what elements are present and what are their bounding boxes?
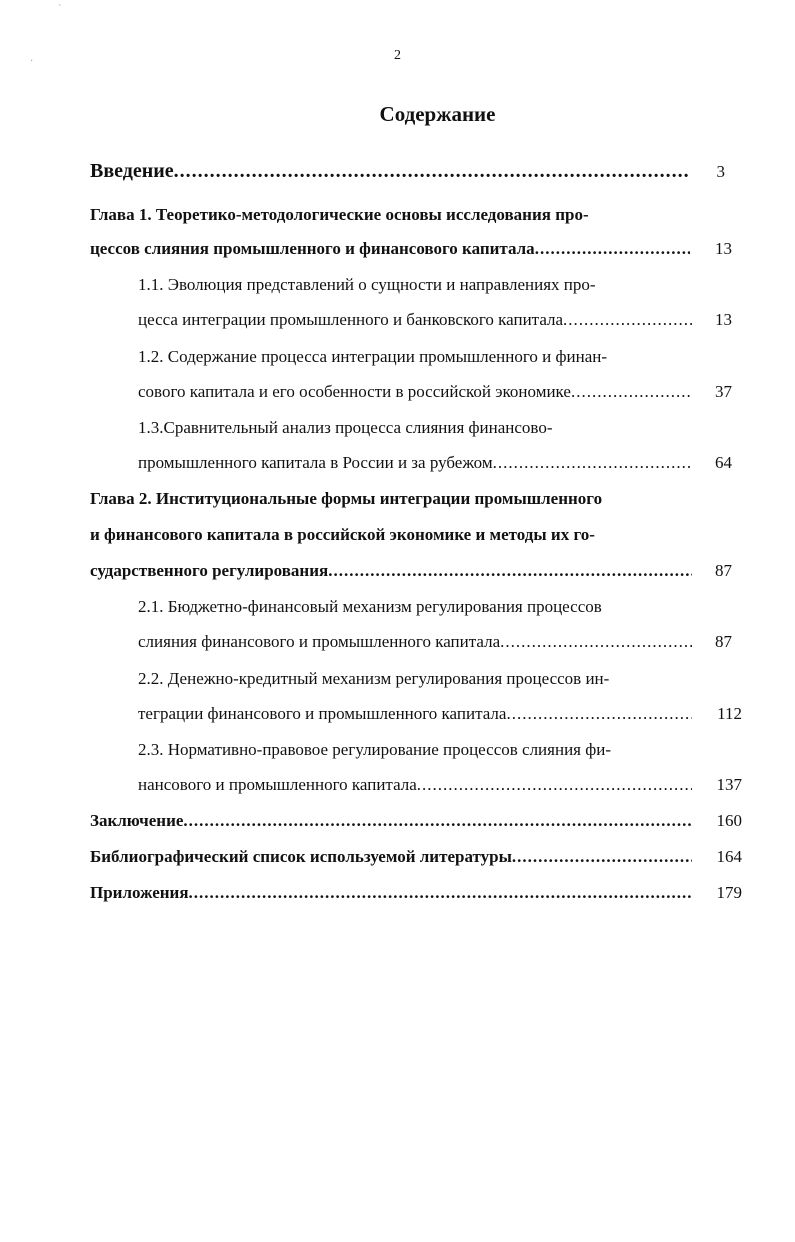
toc-leader-dots: [174, 160, 690, 182]
page-number: 2: [394, 48, 401, 63]
toc-entry-label: нансового и промышленного капитала: [138, 775, 417, 794]
toc-entry-introduction: [90, 160, 690, 182]
toc-page-number: 87: [715, 561, 732, 580]
toc-entry-section-1-2: [138, 381, 692, 403]
toc-section-1-3-line: 1.3.Сравнительный анализ процесса слияния финансово-: [138, 418, 553, 437]
toc-section-2-3-line: 2.3. Нормативно-правовое регулирование процессов слияния фи-: [138, 740, 612, 759]
toc-leader-dots: [500, 631, 692, 653]
toc-leader-dots: [506, 703, 692, 725]
toc-entry-label: цесса интеграции промышленного и банковского капитала: [138, 310, 564, 329]
toc-page-number: 179: [716, 883, 742, 902]
toc-page-number: 3: [716, 162, 725, 181]
toc-section-1-2-line: 1.2. Содержание процесса интеграции промышленного и финан-: [138, 347, 607, 366]
toc-page-number: 64: [715, 453, 732, 472]
toc-entry-label: Заключение: [90, 811, 184, 830]
toc-page-number: 87: [715, 632, 732, 651]
toc-entry-label: сударственного регулирования: [90, 561, 329, 580]
toc-entry-label: Приложения: [90, 883, 189, 902]
toc-chapter-2-line: Глава 2. Институциональные формы интеграции промышленного: [90, 489, 603, 508]
toc-leader-dots: [189, 882, 692, 904]
toc-entry-label: теграции финансового и промышленного капитала: [138, 704, 507, 723]
toc-page-number: 13: [715, 310, 732, 329]
toc-entry-section-2-1: [138, 631, 692, 653]
toc-entry-label: цессов слияния промышленного и финансового капитала: [90, 239, 535, 258]
toc-entry-appendix: [90, 882, 692, 904]
scan-artifact: ˋ: [58, 4, 62, 15]
toc-entry-label: Введение: [90, 160, 174, 182]
toc-leader-dots: [512, 846, 692, 868]
toc-page-number: 137: [716, 775, 742, 794]
toc-page-number: 112: [717, 704, 742, 723]
toc-entry-section-1-3: [138, 452, 692, 474]
toc-entry-section-2-2: [138, 703, 692, 725]
toc-page-number: 160: [716, 811, 742, 830]
toc-entry-label: Библиографический список используемой литературы: [90, 847, 512, 866]
toc-leader-dots: [183, 810, 692, 832]
toc-leader-dots: [328, 560, 692, 582]
toc-entry-label: слияния финансового и промышленного капитала: [138, 632, 501, 651]
toc-entry-chapter-1: [90, 238, 690, 260]
toc-section-2-1-line: 2.1. Бюджетно-финансовый механизм регулирования процессов: [138, 597, 602, 616]
toc-entry-section-1-1: [138, 309, 692, 331]
toc-entry-label: промышленного капитала в России и за рубежом: [138, 453, 493, 472]
toc-entry-section-2-3: [138, 774, 692, 796]
toc-entry-conclusion: [90, 810, 692, 832]
toc-entry-bibliography: [90, 846, 692, 868]
toc-leader-dots: [417, 774, 692, 796]
toc-entry-label: сового капитала и его особенности в российской экономике: [138, 382, 571, 401]
toc-page-number: 37: [715, 382, 732, 401]
scan-artifact: ·: [30, 56, 34, 67]
toc-leader-dots: [535, 238, 690, 260]
toc-page-number: 164: [716, 847, 742, 866]
toc-leader-dots: [493, 452, 692, 474]
toc-page-number: 13: [715, 239, 732, 258]
toc-section-2-2-line: 2.2. Денежно-кредитный механизм регулирования процессов ин-: [138, 669, 610, 688]
page-title: Содержание: [379, 102, 496, 126]
toc-chapter-2-line: и финансового капитала в российской экономике и методы их го-: [90, 525, 595, 544]
toc-entry-chapter-2: [90, 560, 692, 582]
toc-section-1-1-line: 1.1. Эволюция представлений о сущности и направлениях про-: [138, 275, 596, 294]
toc-chapter-1-line: Глава 1. Теоретико-методологические основы исследования про-: [90, 205, 589, 224]
